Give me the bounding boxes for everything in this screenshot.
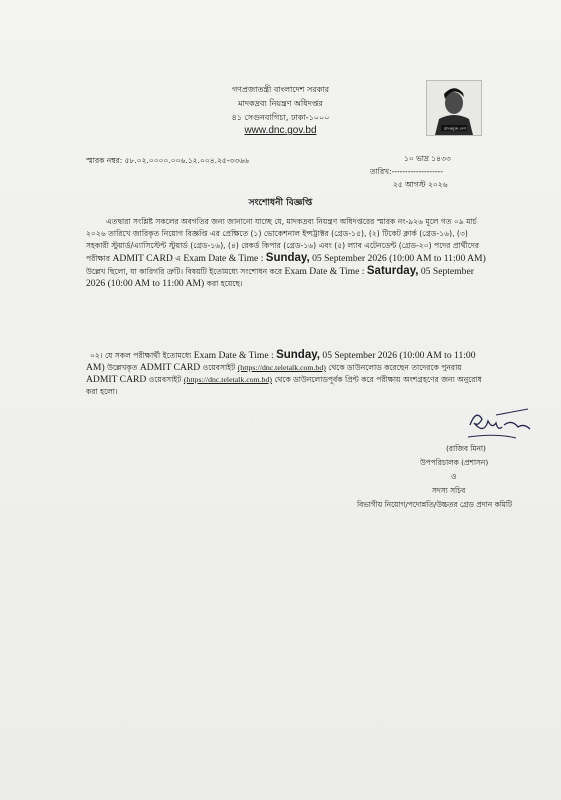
department-name: মাদকদ্রব্য নিয়ন্ত্রণ অধিদপ্তর <box>238 99 323 108</box>
para2-url-1[interactable]: (https://dnc.teletalk.com.bd) <box>237 363 326 372</box>
signatory-and: ও <box>451 472 457 481</box>
bengali-date: ১০ ভাদ্র ১৪৩৩ <box>404 154 451 163</box>
para1-text-4: করা হয়েছে। <box>206 279 243 288</box>
signatory-committee: বিভাগীয় নিয়োগ/পদোন্নতি/উচ্চতর গ্রেড প্রদান কমিটি <box>357 500 513 509</box>
para2-text-1: যে সকল পরীক্ষার্থী ইতোমধ্যে <box>105 351 192 360</box>
department-address: ৪১ সেগুনবাগিচা, ঢাকা-১০০০ <box>231 113 330 122</box>
paragraph-1 <box>86 216 486 290</box>
para1-saturday: Saturday, <box>366 265 419 277</box>
para1-exam-label: Exam Date & Time : <box>183 253 264 264</box>
memo-number: স্মারক নম্বর: ৫৮.০২.০০০০.০০৬.১২.০০৪.২৫-৩৩৬৬ <box>86 156 249 165</box>
para1-text-3: উল্লেখ ছিলো, যা কারিগরি ত্রুটি। বিষয়টি ইতোমধ্যে সংশোধন করে <box>86 267 283 276</box>
para1-date-time-2: 05 September 2026 (10:00 AM to 11:00 AM) <box>86 266 474 289</box>
para2-text-6: থেকে ডাউনলোডপূর্বক প্রিন্ট করে পরীক্ষায় অংশগ্রহণের জন্য অনুরোধ করা হলো। <box>86 375 482 396</box>
department-website: www.dnc.gov.bd <box>244 125 317 136</box>
emblem-caption: মাদকমুক্ত দেশ <box>444 126 466 131</box>
signatory-name: (রাজিব মিনা) <box>446 444 486 453</box>
para2-admit-card: ADMIT CARD <box>139 362 201 373</box>
para2-text-2: উল্লেখকৃত <box>107 363 138 372</box>
para2-text-4: থেকে ডাউনলোড করেছেন তাদেরকে পুনরায় <box>328 363 462 372</box>
date-label: তারিখ:------------------- <box>370 167 443 176</box>
para2-url-2[interactable]: (https://dnc.teletalk.com.bd) <box>183 375 272 384</box>
para2-text-5: ওয়েবসাইট <box>148 375 182 384</box>
signatory-member: সদস্য সচিব <box>432 486 466 495</box>
para1-exam-label-2: Exam Date & Time : <box>284 266 365 277</box>
para1-admit-card: ADMIT CARD <box>112 253 173 264</box>
govt-name: গণপ্রজাতন্ত্রী বাংলাদেশ সরকার <box>231 85 330 94</box>
notice-title: সংশোধনী বিজ্ঞপ্তি <box>248 198 313 208</box>
paragraph-2 <box>86 349 486 398</box>
para2-sunday: Sunday, <box>276 349 320 361</box>
handwritten-signature-icon <box>466 405 536 443</box>
para1-date-time: 05 September 2026 (10:00 AM to 11:00 AM) <box>312 253 486 264</box>
signatory-designation: উপপরিচালক (প্রশাসন) <box>420 458 489 467</box>
english-date: ২৫ আগস্ট ২০২৬ <box>393 180 448 189</box>
para2-exam-label: Exam Date & Time : <box>193 350 274 361</box>
para1-text-2: এ <box>175 254 181 263</box>
para2-number: ০২। <box>90 351 103 360</box>
para1-text-1: এতদ্বারা সংশ্লিষ্ট সকলের অবগতির জন্য জানানো যাচ্ছে যে, মাদকদ্রব্য নিয়ন্ত্রণ অধিদপ্তরের স্মারক নং-৯২৬ মূলে গত ০৯ মার্চ ২০২৬ তারিখে জারিকৃত নিয়োগ বিজ্ঞপ্তি এর প্রেক্ষিতে (১) ভোকেশনাল ইন্সট্রাক্টর (গ্রেড-১৫), (২) টিকেট ক্লার্ক (গ্রেড-১৬), (৩) সহকারী স্টুয়ার্ড/এ্যাসিস্টেন্ট স্টুয়ার্ড (গ্রেড-১৬), (৪) রেকর্ড কিপার (গ্রেড-১৬) এবং (৫) ল্যাব এটেনডেন্ট (গ্রেড-২০) পদের প্রার্থীদের পরীক্ষার <box>86 217 480 263</box>
para2-admit-card-2: ADMIT CARD <box>86 374 147 385</box>
para2-date-time: 05 September 2026 (10:00 AM to 11:00 AM) <box>86 350 476 373</box>
portrait-emblem-icon <box>426 80 482 136</box>
para1-sunday: Sunday, <box>265 252 310 264</box>
para2-text-3: ওয়েবসাইট <box>202 363 236 372</box>
